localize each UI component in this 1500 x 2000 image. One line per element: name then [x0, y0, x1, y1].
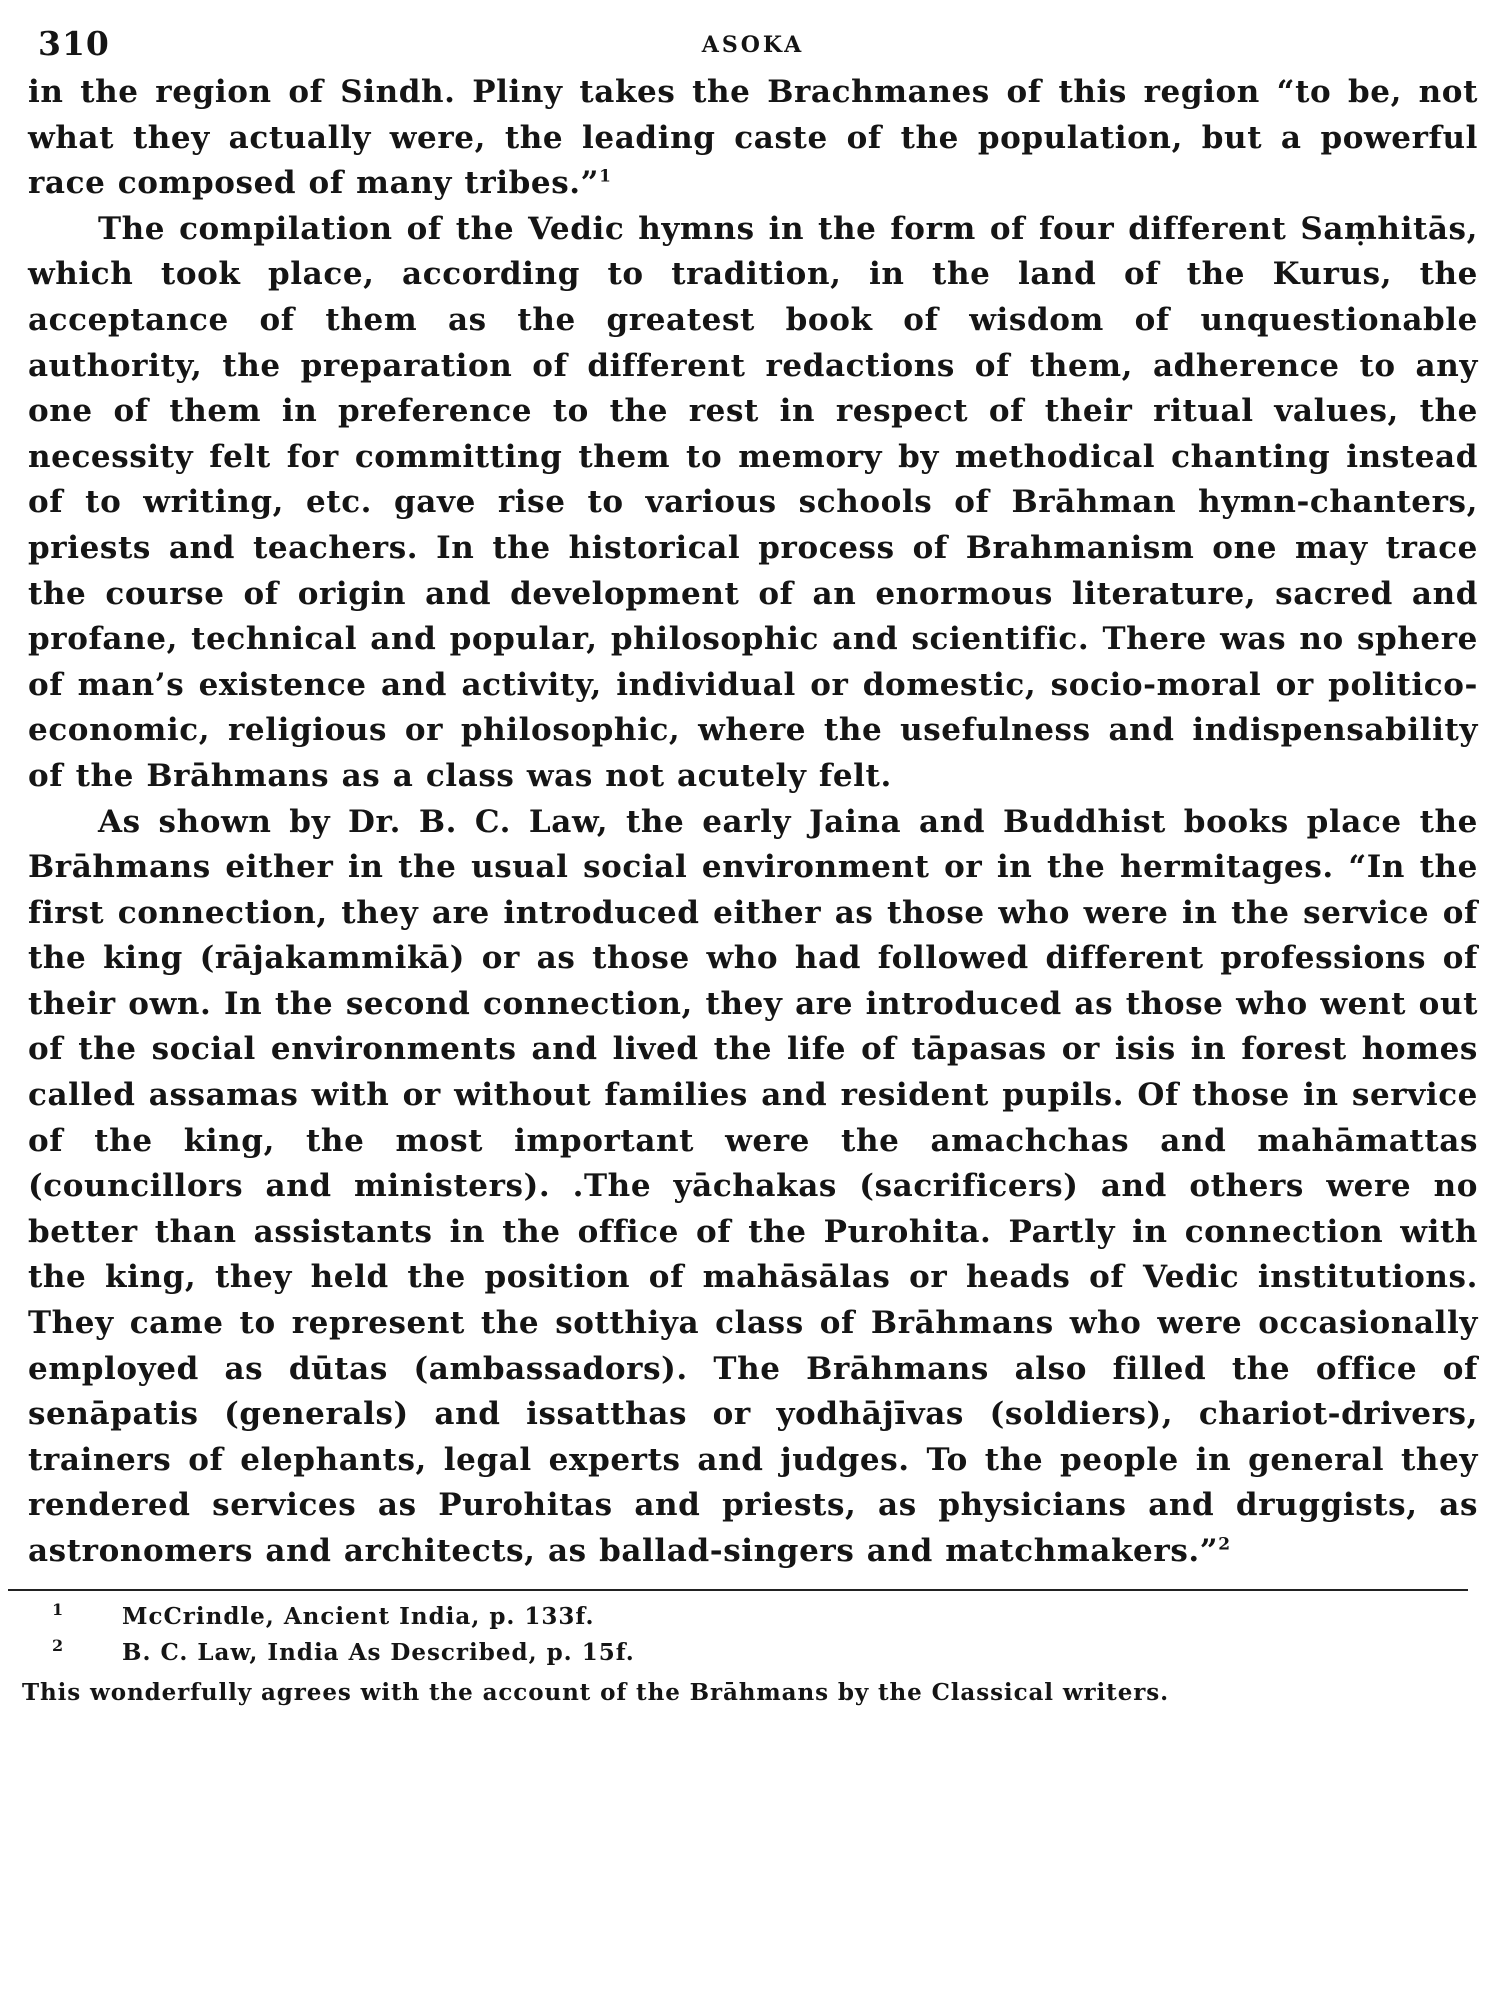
page-header — [28, 24, 1478, 70]
page-number: 310 — [38, 24, 110, 63]
paragraph-continued — [28, 70, 1478, 207]
paragraph-text: in the region of Sindh. Pliny takes the Brachmanes of this region “to be, not what they actually were, the leading caste of the population, but a powerful race composed of many tribes.” — [28, 74, 1478, 202]
paragraph-law-account — [28, 800, 1478, 1575]
footnote-ref: 2 — [1218, 1534, 1231, 1555]
footnote-divider — [8, 1589, 1468, 1591]
footnote-text: McCrindle, Ancient India, p. 133f. — [122, 1602, 595, 1630]
footnote-remark: This wonderfully agrees with the account of the Brāhmans by the Classical writers. — [22, 1678, 1170, 1706]
main-text — [28, 70, 1478, 1575]
paragraph-vedic-hymns: The compilation of the Vedic hymns in the form of four different Saṃhitās, which took place, according to tradition, in the land of the Kurus, the acceptance of them as the greatest book of wisdom of unquestionable authority, the preparation of different redactions of them, adherence to any one of them in preference to the rest in respect of their ritual values, the necessity felt for committing them to memory by methodical chanting instead of to writing, etc. gave rise to various schools of Brāhman hymn-chanters, priests and teachers. In the historical process of Brahmanism one may trace the course of origin and development of an enormous literature, sacred and profane, technical and popular, philosophic and scientific. There was no sphere of man’s existence and activity, individual or domestic, socio-moral or politico-economic, religious or philosophic, where the usefulness and indispensability of the Brāhmans as a class was not acutely felt. — [28, 210, 1478, 794]
footnote: 1 McCrindle, Ancient India, p. 133f. — [52, 1599, 595, 1630]
footnote: 2 B. C. Law, India As Described, p. 15f. — [52, 1635, 635, 1666]
book-page — [22, 24, 1478, 1974]
footnote-ref: 1 — [599, 166, 612, 187]
running-title: ASOKA — [701, 32, 805, 58]
paragraph-text: As shown by Dr. B. C. Law, the early Jaina and Buddhist books place the Brāhmans either in the usual social environment or in the hermitages. “In the first connection, they are introduced either as those who were in the service of the king (rājakammikā) or as those who had followed different professions of their own. In the second connection, they are introduced as those who went out of the social environments and lived the life of tāpasas or isis in forest homes called assamas with or without families and resident pupils. Of those in service of the king, the most important were the amachchas and mahāmattas (councillors and ministers). .The yāchakas (sacrificers) and others were no better than assistants in the office of the Purohita. Partly in connection with the king, they held the position of mahāsālas or heads of Vedic institutions. They came to represent the sotthiya class of Brāhmans who were occasionally employed as dūtas (ambassadors). The Brāhmans also filled the office of senāpatis (generals) and issatthas or yodhājīvas (soldiers), chariot-drivers, trainers of elephants, legal experts and judges. To the people in general they rendered services as Purohitas and priests, as physicians and druggists, as astronomers and architects, as ballad-singers and matchmakers.” — [28, 803, 1478, 1569]
footnotes — [22, 1599, 1478, 1711]
footnote-text: B. C. Law, India As Described, p. 15f. — [122, 1638, 635, 1666]
